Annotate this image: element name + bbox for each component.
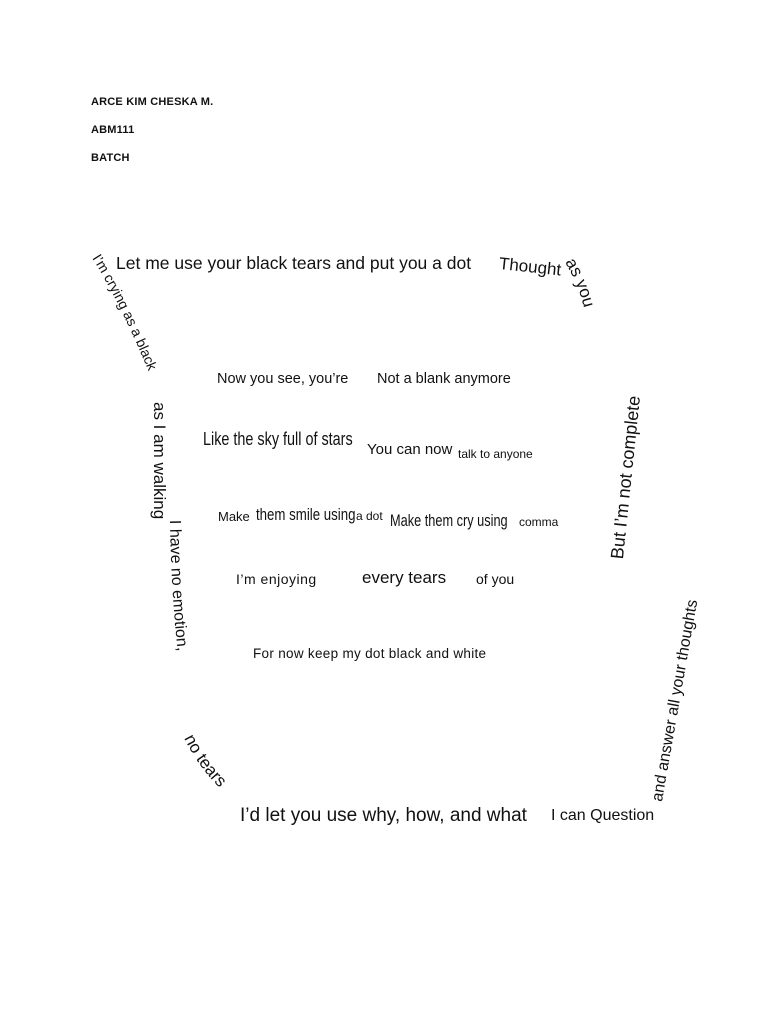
inner-line3-dot: a dot <box>356 509 383 523</box>
inner-line1-a: Now you see, you’re <box>217 371 349 387</box>
batch-label: BATCH <box>91 152 130 164</box>
poem-left-curve-top-text <box>89 251 160 373</box>
inner-line2-b-rest: talk to anyone <box>458 447 533 461</box>
inner-line1-b: Not a blank anymore <box>377 371 511 387</box>
poem-bottom-right: I can Question <box>551 807 655 824</box>
inner-line3-make: Make <box>218 509 250 524</box>
poem-bottom-line: I’d let you use why, how, and what <box>240 805 527 826</box>
inner-line3-rest-text: them smile using <box>256 505 356 524</box>
left-curve-bottom-path-text: I have no emotion, <box>165 519 191 653</box>
inner-line4-a: I’m enjoying <box>236 571 317 587</box>
poem-left-tears-text <box>180 731 230 791</box>
inner-line2-a-text: Like the sky full of stars <box>203 429 353 449</box>
left-curve-top-path-text: I’m crying as a black <box>89 251 161 373</box>
poem-top-right-word: Thought <box>498 254 563 280</box>
inner-line4-b: every tears <box>362 568 447 587</box>
poem-top-line: Let me use your black tears and put you a dot <box>116 253 472 273</box>
right-curve-top-path-text: as you <box>561 254 599 310</box>
inner-line2-a <box>203 430 390 448</box>
left-tears-path-text: no tears <box>180 731 231 791</box>
inner-line3-comma: comma <box>519 515 559 529</box>
poem-left-vertical: as I am walking <box>150 402 169 520</box>
poem-right-vertical-upper: But I’m not complete <box>607 394 645 560</box>
inner-line4-c: of you <box>476 571 515 587</box>
poem-right-curve-top-text <box>562 255 599 310</box>
inner-line2-b-you: You can now <box>367 441 453 458</box>
inner-line3-b-text: Make them cry using <box>390 511 508 530</box>
section-label: ABM111 <box>91 124 135 136</box>
author-name: ARCE KIM CHESKA M. <box>91 96 214 108</box>
poem-left-curve-bottom-text <box>166 520 191 652</box>
inner-line5: For now keep my dot black and white <box>253 646 487 661</box>
poem-right-vertical-lower: and answer all your thoughts <box>649 598 702 803</box>
